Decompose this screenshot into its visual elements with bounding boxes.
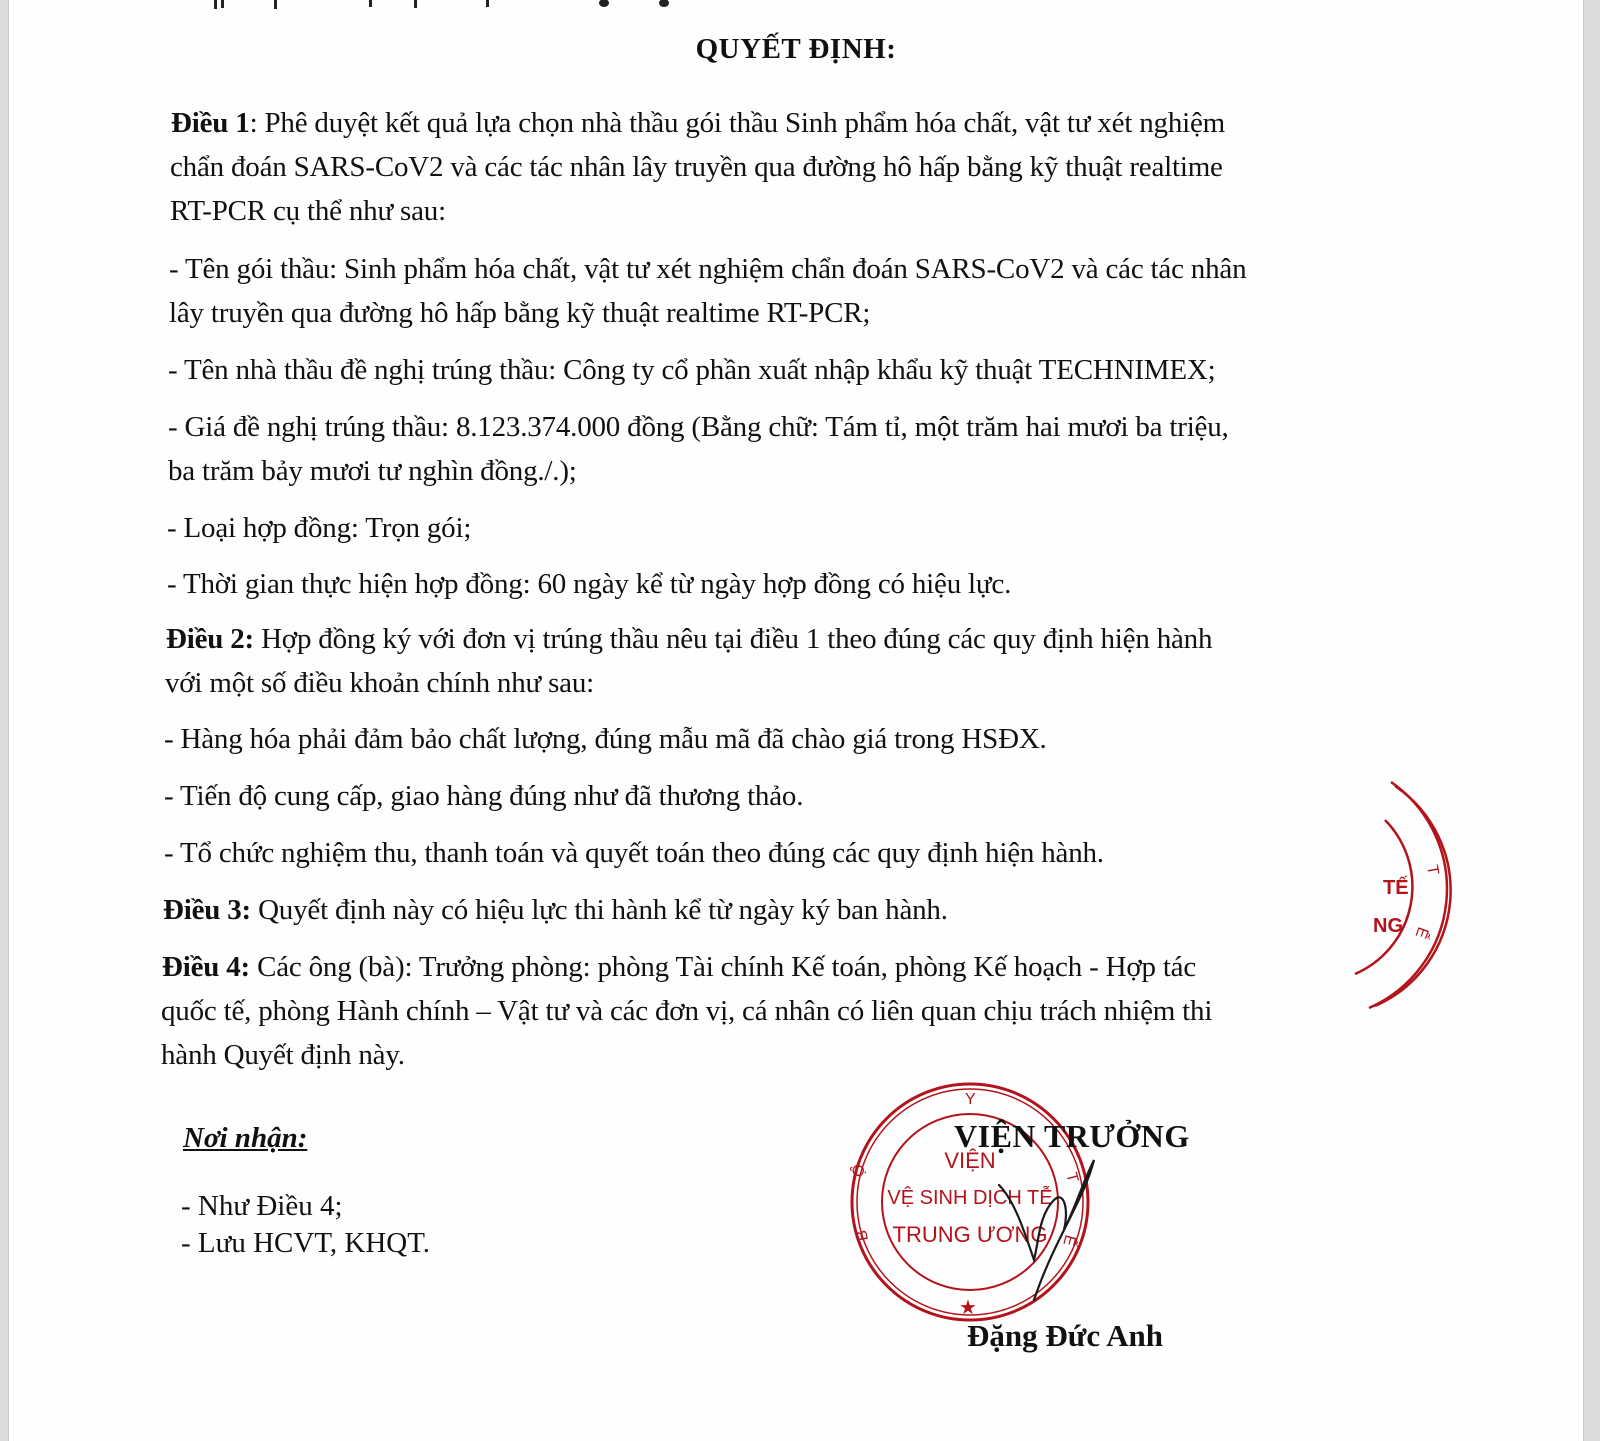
stamp-partial-text: NG [1373,915,1403,937]
article-4 [162,945,1196,989]
acceptance-item: - Tổ chức nghiệm thu, thanh toán và quyết toán theo đúng các quy định hiện hành. [164,837,1104,869]
quality-item: - Hàng hóa phải đảm bảo chất lượng, đúng mẫu mã đã chào giá trong HSĐX. [164,723,1047,755]
bid-price-item-cont: ba trăm bảy mươi tư nghìn đồng./.); [168,455,577,487]
article-1 [171,101,1225,145]
recipients-title: Nơi nhận: [183,1122,308,1154]
article-3-label: Điều 3: [163,894,252,926]
svg-text:T: T [1423,863,1442,877]
signer-title: VIỆN TRƯỞNG [954,1118,1190,1154]
article-1-line-3: RT-PCR cụ thể như sau: [170,195,446,227]
cut-off-text-line [209,0,909,4]
article-2 [166,617,1212,661]
recipient-item: - Như Điều 4; [181,1190,343,1222]
article-4-text: Các ông (bà): Trưởng phòng: phòng Tài chính Kế toán, phòng Kế hoạch - Hợp tác [250,951,1197,983]
recipient-item: - Lưu HCVT, KHQT. [181,1227,431,1259]
stamp-partial-text: TẾ [1383,877,1409,899]
handwritten-signature [994,1130,1104,1310]
article-4-line-3: hành Quyết định này. [161,1039,405,1071]
delivery-item: - Tiến độ cung cấp, giao hàng đúng như đã thương thảo. [164,780,804,812]
stamp-text: VIỆN [944,1148,996,1173]
article-1-text: : Phê duyệt kết quả lựa chọn nhà thầu gói thầu Sinh phẩm hóa chất, vật tư xét nghiệm [249,107,1226,139]
contract-duration-item: - Thời gian thực hiện hợp đồng: 60 ngày kể từ ngày hợp đồng có hiệu lực. [167,568,1012,600]
package-name-item-cont: lây truyền qua đường hô hấp bằng kỹ thuật realtime RT-PCR; [169,297,871,329]
article-1-label: Điều 1 [171,107,250,139]
article-3 [163,888,948,932]
stamp-text: TRUNG ƯƠNG [892,1222,1048,1247]
bid-price-item: - Giá đề nghị trúng thầu: 8.123.374.000 đồng (Bằng chữ: Tám tỉ, một trăm hai mươi ba triệu, [168,411,1229,443]
article-2-label: Điều 2: [166,623,255,655]
svg-text:Ế: Ế [1411,924,1432,941]
contractor-name-item: - Tên nhà thầu đề nghị trúng thầu: Công ty cổ phần xuất nhập khẩu kỹ thuật TECHNIMEX; [168,354,1216,386]
svg-text:T: T [1062,1170,1082,1185]
decision-title: QUYẾT ĐỊNH: [695,33,897,65]
article-4-label: Điều 4: [162,951,251,983]
article-2-text: Hợp đồng ký với đơn vị trúng thầu nêu tại điều 1 theo đúng các quy định hiện hành [254,623,1213,655]
svg-text:★: ★ [959,1297,977,1319]
article-1-line-2: chẩn đoán SARS-CoV2 và các tác nhân lây truyền qua đường hô hấp bằng kỹ thuật realtime [170,151,1223,183]
stamp-text: VỆ SINH DỊCH TỄ [887,1187,1053,1209]
svg-text:Y: Y [965,1091,976,1108]
contract-type-item: - Loại hợp đồng: Trọn gói; [167,512,472,544]
signer-name: Đặng Đức Anh [967,1318,1164,1353]
article-2-line-2: với một số điều khoản chính như sau: [165,667,595,699]
article-4-line-2: quốc tế, phòng Hành chính – Vật tư và các đơn vị, cá nhân có liên quan chịu trách nhiệm thi [161,995,1213,1027]
svg-text:Ế: Ế [1059,1232,1079,1248]
article-3-text: Quyết định này có hiệu lực thi hành kể từ ngày ký ban hành. [251,894,948,926]
document-page [8,0,1584,1441]
package-name-item: - Tên gói thầu: Sinh phẩm hóa chất, vật tư xét nghiệm chẩn đoán SARS-CoV2 và các tác nhân [169,253,1247,285]
partial-red-stamp [1329,770,1489,1020]
svg-text:B: B [853,1228,872,1243]
official-red-stamp [846,1078,1096,1328]
svg-text:Ộ: Ộ [849,1162,870,1180]
